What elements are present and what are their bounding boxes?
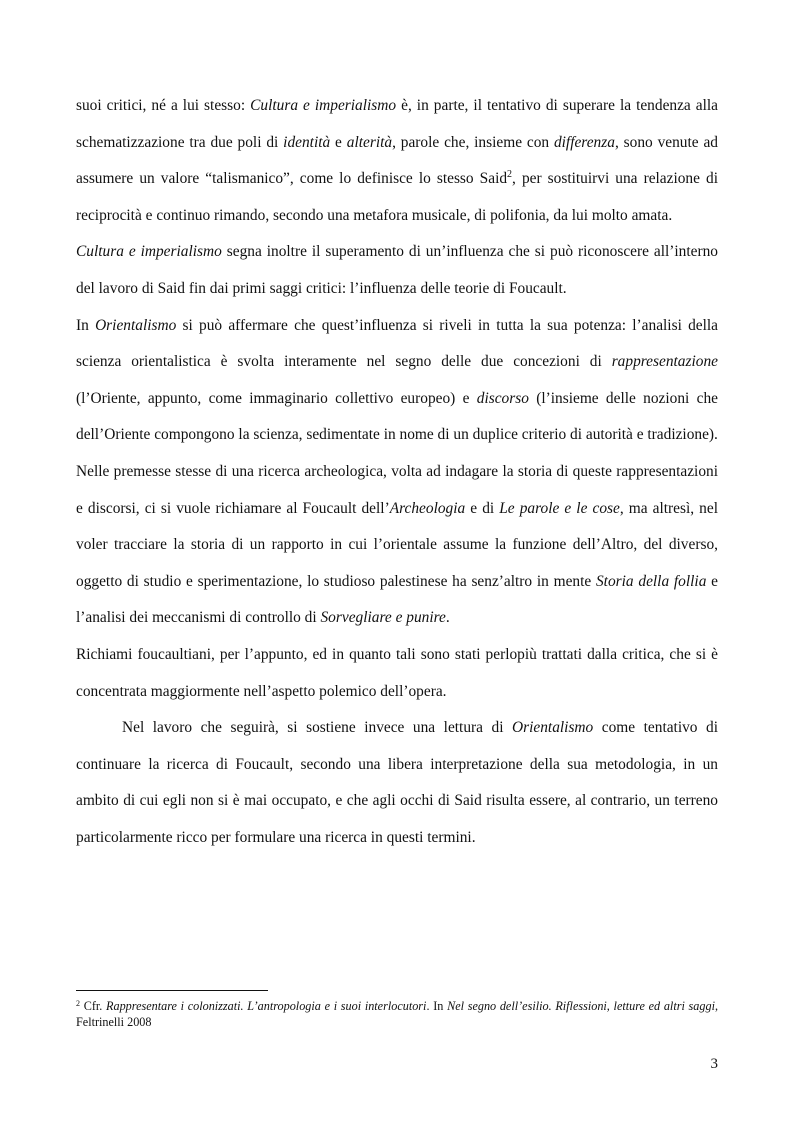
italic-text: Le parole e le cose [499,499,620,517]
text-run: , Feltrinelli 2008 [76,999,719,1029]
text-run: In [76,316,96,334]
page-number: 3 [710,1056,718,1072]
text-run: e [330,133,347,151]
italic-text: rappresentazione [611,353,718,371]
footnote [76,998,718,1030]
text-run: e l’analisi dei meccanismi di controllo di [76,572,718,627]
italic-text: discorso [476,389,529,407]
paragraph [76,637,718,710]
paragraph [76,454,718,637]
text-run: , sono venute ad assumere un valore “talismanico”, come lo definisce lo stesso Said [76,133,718,188]
text-run: è, in parte, il tentativo di superare la tendenza alla schematizzazione tra due poli di [76,97,718,151]
paragraph [76,710,718,856]
text-run: (l’Oriente, appunto, come immaginario collettivo europeo) e [76,389,477,407]
paragraph [76,308,718,454]
italic-text: Sorvegliare e punire [320,609,446,627]
footnote-ref: 2 [76,999,80,1008]
text-run: , ma altresì, nel voler tracciare la storia di un rapporto in cui l’orientale assume la funzione dell’Altro, del diverso, oggetto di studio e sperimentazione, lo studioso palestinese ha senz’altro in mente [76,499,718,590]
italic-text: Nel segno dell’esilio. Riflessioni, letture ed altri saggi [447,999,715,1013]
paragraph [76,234,718,307]
text-run: Richiami foucaultiani, per l’appunto, ed in quanto tali sono stati perlopiù trattati dalla critica, che si è concentrata maggiormente nell’aspetto polemico dell’opera. [76,645,718,700]
paragraph [76,88,718,234]
text-run: . In [426,999,448,1013]
text-run: , per sostituirvi una relazione di reciprocità e continuo rimando, secondo una metafora musicale, di polifonia, da lui molto amata. [76,170,718,224]
text-run: Nel lavoro che seguirà, si sostiene invece una lettura di [122,719,513,737]
text-run: Nelle premesse stesse di una ricerca archeologica, volta ad indagare la storia di queste rappresentazioni e discorsi, ci si vuole richiamare al Foucault dell’ [76,462,718,517]
text-run: segna inoltre il superamento di un’influenza che si può riconoscere all’interno del lavoro di Said fin dai primi saggi critici: l’influenza delle teorie di Foucault. [76,243,718,297]
text-run: come tentativo di continuare la ricerca di Foucault, secondo una libera interpretazione della sua metodologia, in un ambito di cui egli non si è mai occupato, e che agli occhi di Said risulta essere, al contrario, un terreno particolarmente ricco per formulare una ricerca in questi termini. [76,719,718,846]
text-run: , parole che, insieme con [392,133,554,151]
body-text [76,88,718,856]
text-run: . [445,609,450,627]
italic-text: Storia della follia [595,572,707,590]
italic-text: Archeologia [389,499,466,517]
text-run: (l’insieme delle nozioni che dell’Oriente compongono la scienza, sedimentate in nome di un duplice criterio di autorità e tradizione). [76,389,718,444]
italic-text: Orientalismo [95,316,177,334]
footnote-separator [76,990,268,991]
italic-text: Orientalismo [512,719,594,737]
italic-text: Cultura e imperialismo [250,97,397,114]
text-run: e di [465,499,500,517]
italic-text: Cultura e imperialismo [76,243,222,261]
italic-text: Rappresentare i colonizzati. L’antropologia e i suoi interlocutori [106,999,427,1013]
italic-text: identità [283,133,331,151]
text-run: si può affermare che quest’influenza si riveli in tutta la sua potenza: l’analisi della scienza orientalistica è svolta interamente nel segno delle due concezioni di [76,316,718,371]
footnote-ref: 2 [507,169,513,181]
text-run: suoi critici, né a lui stesso: [76,97,251,114]
text-run: Cfr. [80,999,107,1013]
italic-text: alterità [346,133,393,151]
italic-text: differenza [553,133,615,151]
